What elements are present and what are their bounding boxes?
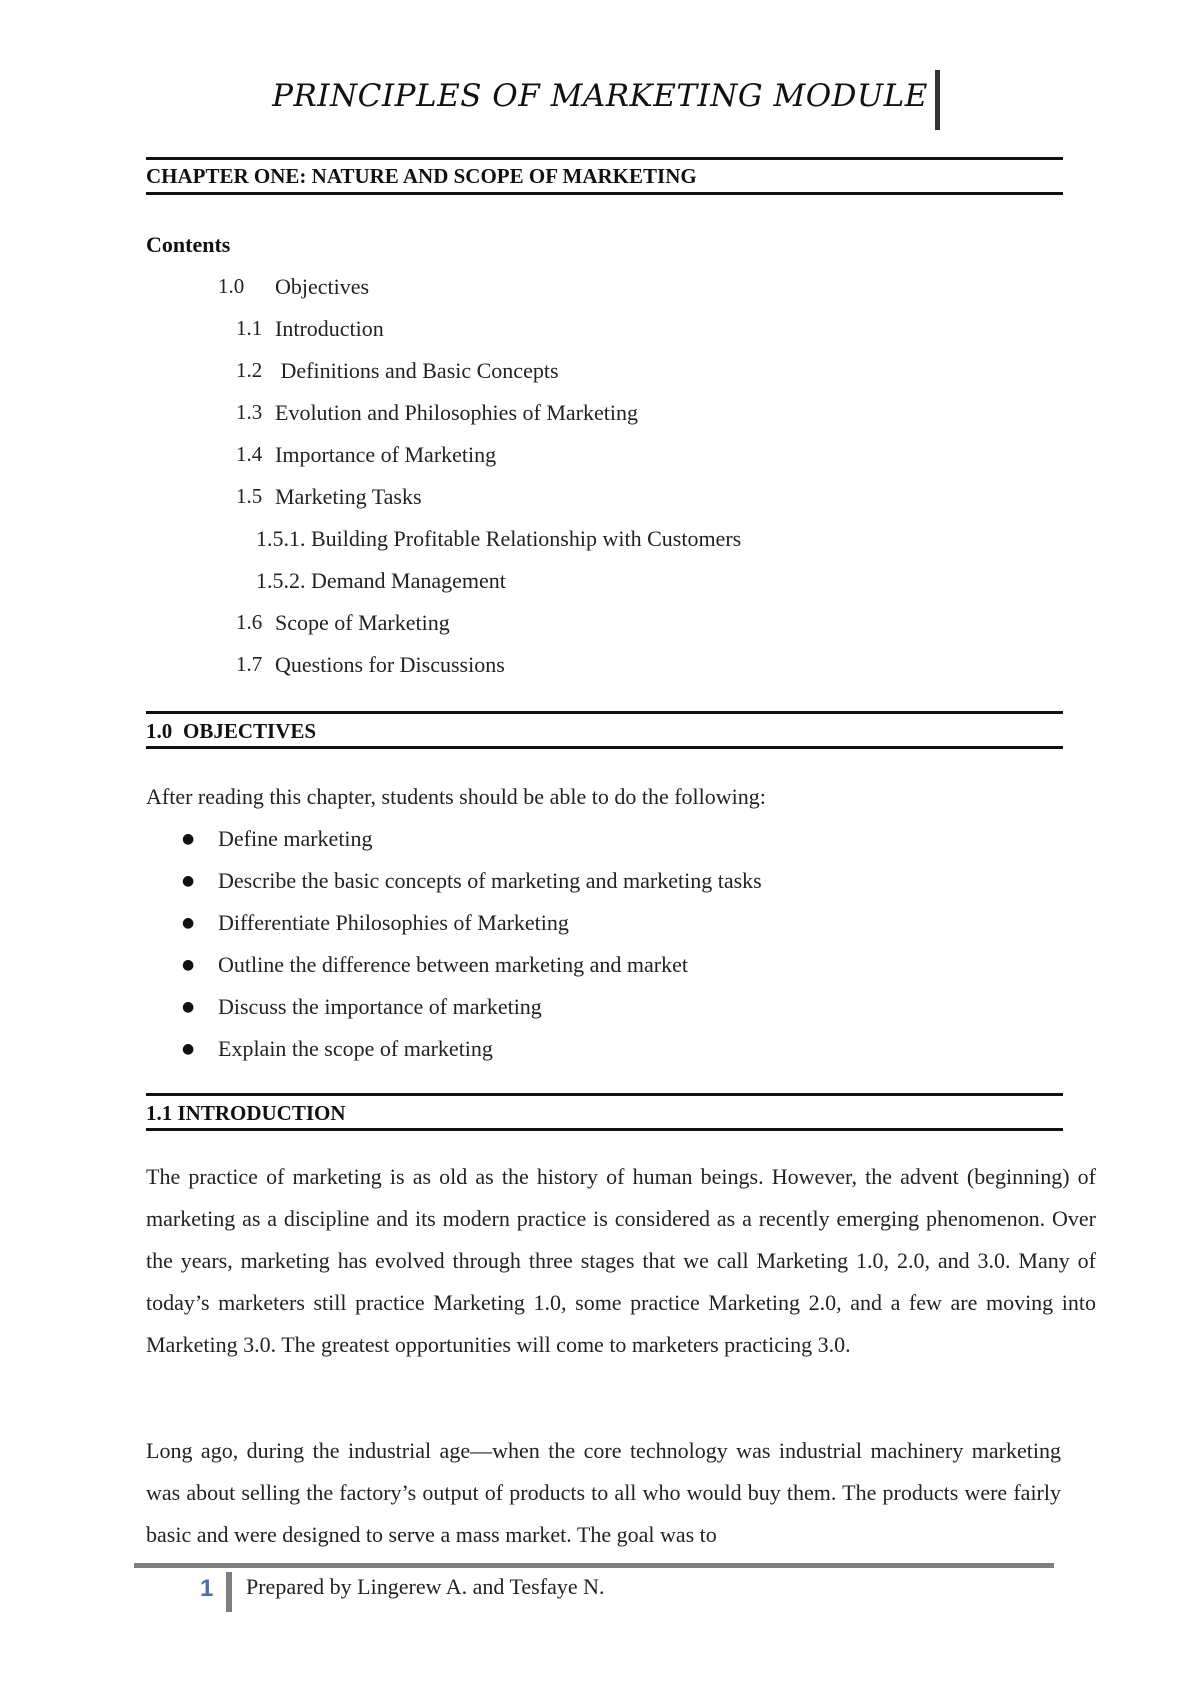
introduction-top-rule <box>146 1093 1063 1096</box>
bullet-icon: ● <box>182 915 195 931</box>
objective-item: Define marketing <box>218 826 373 851</box>
chapter-top-rule <box>146 157 1063 160</box>
toc-item-questions: Questions for Discussions <box>275 652 505 677</box>
objective-item: Discuss the importance of marketing <box>218 994 542 1019</box>
toc-item-tasks: Marketing Tasks <box>275 484 422 509</box>
bullet-icon: ● <box>182 999 195 1015</box>
introduction-heading: 1.1 INTRODUCTION <box>146 1101 346 1125</box>
page-number: 1 <box>200 1575 214 1602</box>
bullet-icon: ● <box>182 957 195 973</box>
footer-divider <box>226 1572 232 1612</box>
module-title: PRINCIPLES OF MARKETING MODULE <box>272 78 928 114</box>
objective-item: Outline the difference between marketing and market <box>218 952 688 977</box>
toc-number: 1.7 <box>236 652 263 676</box>
toc-number: 1.2 <box>236 358 263 382</box>
introduction-paragraph-2: Long ago, during the industrial age—when the core technology was industrial machinery marketing was about selling the factory’s output of products to all who would buy them. The products were fairly basic and were designed to serve a mass market. The goal was to <box>146 1438 1061 1547</box>
objectives-intro: After reading this chapter, students should be able to do the following: <box>146 784 766 809</box>
bullet-icon: ● <box>182 831 195 847</box>
bullet-icon: ● <box>182 873 195 889</box>
objective-item: Describe the basic concepts of marketing and marketing tasks <box>218 868 762 893</box>
objectives-heading: OBJECTIVES <box>183 719 317 743</box>
toc-item-evolution: Evolution and Philosophies of Marketing <box>275 400 638 425</box>
toc-number: 1.0 <box>218 274 245 298</box>
toc-item-introduction: Introduction <box>275 316 384 341</box>
contents-heading: Contents <box>146 232 231 257</box>
introduction-bottom-rule <box>146 1128 1063 1131</box>
objectives-bottom-rule <box>146 746 1063 749</box>
toc-subitem-demand: 1.5.2. Demand Management <box>256 568 506 593</box>
toc-number: 1.5 <box>236 484 263 508</box>
toc-item-scope: Scope of Marketing <box>275 610 450 635</box>
toc-number: 1.4 <box>236 442 263 466</box>
toc-item-objectives: Objectives <box>275 274 370 299</box>
toc-number: 1.1 <box>236 316 263 340</box>
toc-number: 1.6 <box>236 610 263 634</box>
introduction-paragraph-1: The practice of marketing is as old as the history of human beings. However, the advent (beginning) of marketing as a discipline and its modern practice is considered as a recently emerging phenomenon. Over the years, marketing has evolved through three stages that we call Marketing 1.0, 2.0, and 3.0. Many of today’s marketers still practice Marketing 1.0, some practice Marketing 2.0, and a few are moving into Marketing 3.0. The greatest opportunities will come to marketers practicing 3.0. <box>146 1164 1096 1357</box>
toc-number: 1.3 <box>236 400 263 424</box>
chapter-bottom-rule <box>146 192 1063 195</box>
toc-item-importance: Importance of Marketing <box>275 442 497 467</box>
footer-credit: Prepared by Lingerew A. and Tesfaye N. <box>246 1574 605 1599</box>
footer-rule <box>134 1563 1054 1568</box>
objective-item: Differentiate Philosophies of Marketing <box>218 910 569 935</box>
objectives-number: 1.0 <box>146 719 173 743</box>
objective-item: Explain the scope of marketing <box>218 1036 493 1061</box>
chapter-title: CHAPTER ONE: NATURE AND SCOPE OF MARKETING <box>146 164 697 188</box>
header-divider <box>935 70 940 130</box>
objectives-top-rule <box>146 711 1063 714</box>
toc-subitem-relationship: 1.5.1. Building Profitable Relationship with Customers <box>256 526 742 551</box>
toc-item-definitions: Definitions and Basic Concepts <box>275 358 559 383</box>
bullet-icon: ● <box>182 1041 195 1057</box>
